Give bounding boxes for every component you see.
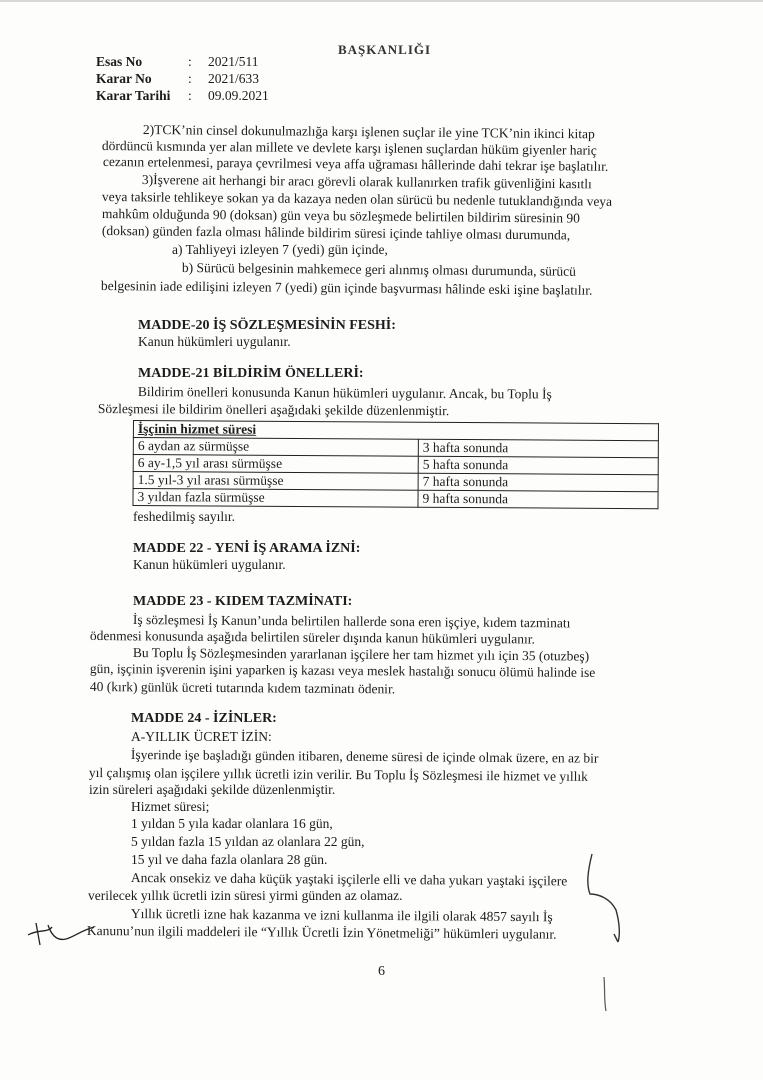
madde-21-line: Bildirim önelleri konusunda Kanun hükümleri uygulanır. Ancak, bu Toplu İş — [137, 384, 552, 402]
madde-22-heading: MADDE 22 - YENİ İŞ ARAMA İZNİ: — [133, 541, 361, 556]
madde-24-line: 5 yıldan fazla 15 yıldan az olanlara 22 gün, — [131, 834, 365, 849]
paragraph-line: b) Sürücü belgesinin mahkemece geri alınmış olması durumunda, sürücü — [181, 260, 577, 279]
madde-24-line: Kanunu’nun ilgili maddeleri ile “Yıllık Ücretli İzin Yönetmeliği” hükümleri uygulanır. — [86, 923, 557, 942]
madde-23-line: 40 (kırk) günlük ücreti tutarında kıdem tazminatı ödenir. — [89, 679, 396, 697]
notice-period-cell: 3 hafta sonunda — [418, 439, 658, 457]
madde-21-after-text: feshedilmiş sayılır. — [133, 509, 235, 524]
madde-24-line: izin süreleri aşağıdaki şekilde düzenlenmiştir. — [89, 782, 336, 797]
page-number: 6 — [378, 964, 385, 979]
madde-24-heading: MADDE 24 - İZİNLER: — [131, 711, 277, 726]
madde-24-line: verilecek yıllık ücretli izin süresi yirmi günden az olamaz. — [88, 888, 403, 903]
madde-20-text: Kanun hükümleri uygulanır. — [138, 334, 291, 349]
paragraph-line: mahkûm olduğunda 90 (doksan) gün veya bu sözleşmede belirtilen bildirim süresinin 90 — [101, 206, 581, 226]
madde-23-line: Bu Toplu İş Sözleşmesinden yararlanan işçilere her tam hizmet yılı için 35 (otuzbeş) — [132, 645, 590, 664]
notice-period-cell: 9 hafta sonunda — [418, 490, 658, 508]
paragraph-line: a) Tahliyeyi izleyen 7 (yedi) gün içinde, — [172, 242, 388, 257]
paragraph-line: (doksan) günden fazla olması hâlinde bildirim süresi içinde tahliye olması durumunda, — [101, 223, 571, 243]
service-period-cell: 6 ay-1,5 yıl arası sürmüşse — [133, 455, 418, 474]
service-period-cell: 6 aydan az sürmüşse — [133, 438, 418, 457]
paragraph-line: veya taksirle tehlikeye sokan ya da kazaya neden olan sürücü bu nedenle tutuklandığında veya — [101, 189, 613, 209]
madde-24-line: Ancak onsekiz ve daha küçük yaştaki işçilerle elli ve daha yukarı yaştaki işçilere — [130, 870, 568, 889]
madde-24-line: Yıllık ücretli izne hak kazanma ve izni kullanma ile ilgili olarak 4857 sayılı İş — [130, 906, 553, 925]
service-period-cell: 1.5 yıl-3 yıl arası sürmüşse — [133, 472, 418, 491]
case-info-block — [96, 53, 269, 104]
decision-date-row: Karar Tarihi : 09.09.2021 — [96, 88, 269, 103]
madde-24-line: 1 yıldan 5 yıla kadar olanlara 16 gün, — [131, 816, 333, 831]
madde-23-line: İş sözleşmesi İş Kanun’unda belirtilen hallerde sona eren işçiye, kıdem tazminatı — [132, 612, 571, 631]
paragraph-line: 3)İşverene ait herhangi bir aracı görevli olarak kullanırken trafik güvenliğini kasıtlı — [141, 172, 592, 192]
madde-23-heading: MADDE 23 - KIDEM TAZMİNATI: — [133, 594, 353, 609]
paragraph-line: belgesinin iade edilişini izleyen 7 (yedi) gün içinde başvurması hâlinde eski işine başlatılır. — [100, 278, 593, 298]
paragraph-line: cezanın ertelenmesi, paraya çevrilmesi veya affa uğraması hâllerinde dahi tekrar işe başlatılır. — [102, 154, 609, 174]
paragraph-line: dördüncü kısmında yer alan millete ve devlete karşı işlenen suçlardan hüküm giyenler hariç — [101, 138, 597, 158]
signature-mark-icon — [18, 915, 98, 955]
service-period-cell: 3 yıldan fazla sürmüşse — [133, 489, 418, 508]
decision-number-row: Karar No : 2021/633 — [96, 71, 260, 86]
madde-20-heading: MADDE-20 İŞ SÖZLEŞMESİNİN FESHİ: — [138, 318, 396, 333]
pencil-mark-icon — [600, 975, 610, 1015]
notice-period-table — [132, 420, 659, 509]
scan-edge-top — [0, 0, 763, 2]
madde-21-line: Sözleşmesi ile bildirim önelleri aşağıdaki şekilde düzenlenmiştir. — [97, 401, 450, 419]
madde-24-line: İşyerinde işe başladığı günden itibaren, deneme süresi de içinde olmak üzere, en az bir — [130, 747, 599, 766]
madde-23-line: ödenmesi konusunda aşağıda belirtilen süreler dışında kanun hükümleri uygulanır. — [89, 628, 536, 647]
madde-22-text: Kanun hükümleri uygulanır. — [133, 557, 286, 572]
table-header-cell: İşçinin hizmet süresi — [133, 421, 658, 441]
handwritten-initial-icon — [580, 850, 630, 950]
madde-24-subtitle: A-YILLIK ÜCRET İZİN: — [131, 729, 272, 744]
madde-21-heading: MADDE-21 BİLDİRİM ÖNELLERİ: — [138, 366, 364, 381]
top-stamp-text: BAŞKANLIĞI — [338, 42, 432, 57]
madde-23-line: gün, işçinin işverenin işini yaparken iş kazası veya meslek hastalığı sonucu ölümü halinde ise — [89, 661, 596, 680]
madde-24-line: Hizmet süresi; — [131, 799, 210, 814]
notice-period-cell: 7 hafta sonunda — [418, 473, 658, 491]
madde-24-line: 15 yıl ve daha fazla olanlara 28 gün. — [131, 852, 328, 867]
madde-24-line: yıl çalışmış olan işçilere yıllık ücretli izin verilir. Bu Toplu İş Sözleşmesi ile hizmet ve yıllık — [88, 765, 588, 784]
notice-period-cell: 5 hafta sonunda — [418, 456, 658, 474]
case-number-row: Esas No : 2021/511 — [96, 54, 259, 69]
paragraph-line: 2)TCK’nin cinsel dokunulmazlığa karşı işlenen suçlar ile yine TCK’nin ikinci kitap — [142, 122, 595, 142]
table-row — [133, 489, 658, 509]
